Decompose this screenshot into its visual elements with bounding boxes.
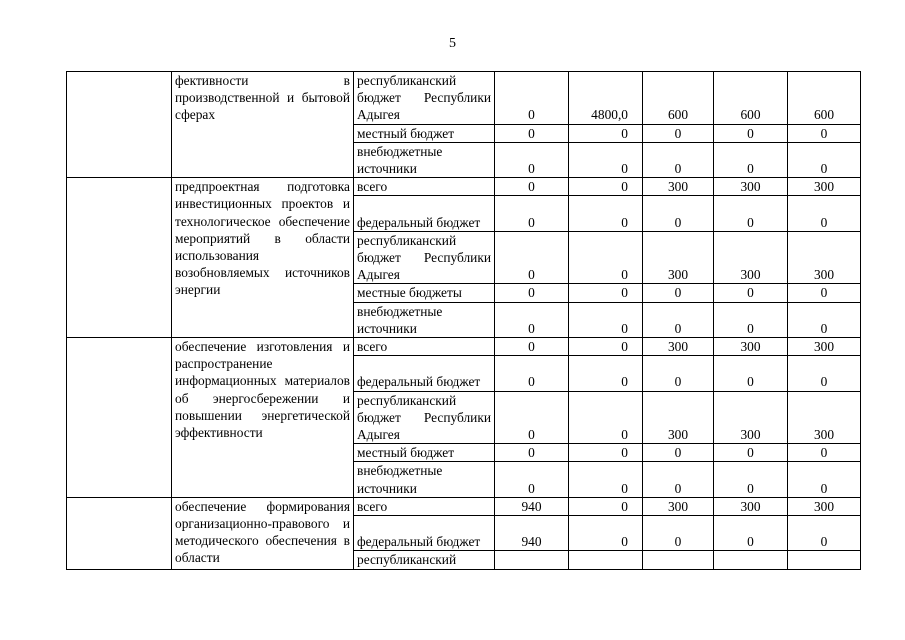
activity-description: обеспечение изготовления и распространение информационных материалов об энергосбережении и повышении энергетической эффективности: [172, 338, 354, 498]
amount-cell: 0: [788, 124, 861, 142]
amount-cell: [569, 551, 643, 569]
amount-cell: 0: [643, 142, 714, 177]
funding-source: всего: [354, 497, 495, 515]
amount-cell: 0: [714, 462, 788, 497]
amount-cell: 0: [788, 302, 861, 337]
amount-cell: 0: [714, 356, 788, 391]
amount-cell: 300: [788, 497, 861, 515]
activity-description: предпроектная подготовка инвестиционных проектов и технологическое обеспечение мероприятий в области использования возобновляемых источников энергии: [172, 178, 354, 338]
row-number-cell: [67, 72, 172, 178]
amount-cell: 0: [788, 142, 861, 177]
amount-cell: 0: [569, 142, 643, 177]
amount-cell: 0: [495, 284, 569, 302]
amount-cell: 300: [714, 338, 788, 356]
funding-source: местный бюджет: [354, 444, 495, 462]
amount-cell: 300: [643, 338, 714, 356]
funding-source: республиканский бюджет Республики Адыгея: [354, 72, 495, 125]
amount-cell: 0: [569, 178, 643, 196]
amount-cell: 0: [495, 462, 569, 497]
table-row: [67, 178, 861, 196]
amount-cell: 0: [643, 124, 714, 142]
amount-cell: 0: [569, 356, 643, 391]
amount-cell: 0: [569, 444, 643, 462]
amount-cell: 0: [569, 391, 643, 444]
amount-cell: 0: [714, 302, 788, 337]
amount-cell: [495, 551, 569, 569]
amount-cell: 0: [788, 516, 861, 551]
amount-cell: 0: [643, 462, 714, 497]
activity-description: фективности в производственной и бытовой сферах: [172, 72, 354, 178]
amount-cell: 0: [569, 462, 643, 497]
amount-cell: [643, 551, 714, 569]
amount-cell: 600: [643, 72, 714, 125]
amount-cell: 0: [714, 284, 788, 302]
amount-cell: 300: [714, 178, 788, 196]
amount-cell: 300: [788, 338, 861, 356]
amount-cell: 0: [495, 391, 569, 444]
amount-cell: 0: [788, 462, 861, 497]
amount-cell: 300: [714, 497, 788, 515]
amount-cell: 300: [643, 178, 714, 196]
amount-cell: 0: [643, 516, 714, 551]
amount-cell: 0: [495, 72, 569, 125]
amount-cell: 0: [569, 516, 643, 551]
funding-source: внебюджетные источники: [354, 462, 495, 497]
funding-source: внебюджетные источники: [354, 142, 495, 177]
amount-cell: 4800,0: [569, 72, 643, 125]
amount-cell: 0: [569, 338, 643, 356]
amount-cell: [714, 551, 788, 569]
funding-source: республиканский: [354, 551, 495, 569]
funding-source: всего: [354, 178, 495, 196]
amount-cell: 300: [714, 231, 788, 284]
amount-cell: 0: [788, 356, 861, 391]
funding-source: местный бюджет: [354, 124, 495, 142]
budget-table: [66, 71, 861, 570]
row-number-cell: [67, 178, 172, 338]
amount-cell: 0: [495, 338, 569, 356]
amount-cell: 300: [643, 231, 714, 284]
amount-cell: 0: [788, 284, 861, 302]
amount-cell: [788, 551, 861, 569]
amount-cell: 0: [643, 302, 714, 337]
funding-source: всего: [354, 338, 495, 356]
amount-cell: 0: [643, 444, 714, 462]
row-number-cell: [67, 497, 172, 569]
funding-source: республиканский бюджет Республики Адыгея: [354, 231, 495, 284]
amount-cell: 0: [569, 124, 643, 142]
amount-cell: 0: [714, 196, 788, 231]
funding-source: местные бюджеты: [354, 284, 495, 302]
amount-cell: 0: [569, 196, 643, 231]
amount-cell: 0: [788, 196, 861, 231]
amount-cell: 300: [643, 497, 714, 515]
amount-cell: 0: [714, 124, 788, 142]
amount-cell: 300: [643, 391, 714, 444]
amount-cell: 0: [495, 178, 569, 196]
table-row: [67, 497, 861, 515]
amount-cell: 0: [569, 284, 643, 302]
amount-cell: 0: [495, 231, 569, 284]
funding-source: федеральный бюджет: [354, 196, 495, 231]
table-row: [67, 338, 861, 356]
funding-source: федеральный бюджет: [354, 516, 495, 551]
amount-cell: 300: [788, 391, 861, 444]
amount-cell: 940: [495, 497, 569, 515]
funding-source: республиканский бюджет Республики Адыгея: [354, 391, 495, 444]
amount-cell: 300: [788, 178, 861, 196]
amount-cell: 0: [714, 516, 788, 551]
amount-cell: 0: [643, 356, 714, 391]
amount-cell: 940: [495, 516, 569, 551]
amount-cell: 0: [714, 444, 788, 462]
funding-source: федеральный бюджет: [354, 356, 495, 391]
amount-cell: 600: [714, 72, 788, 125]
amount-cell: 0: [495, 356, 569, 391]
amount-cell: 0: [788, 444, 861, 462]
row-number-cell: [67, 338, 172, 498]
funding-source: внебюджетные источники: [354, 302, 495, 337]
amount-cell: 0: [569, 497, 643, 515]
amount-cell: 0: [569, 231, 643, 284]
table-row: [67, 72, 861, 125]
amount-cell: 0: [495, 444, 569, 462]
amount-cell: 0: [643, 284, 714, 302]
amount-cell: 0: [495, 124, 569, 142]
amount-cell: 0: [643, 196, 714, 231]
amount-cell: 600: [788, 72, 861, 125]
amount-cell: 0: [495, 302, 569, 337]
activity-description: обеспечение формирования организационно-правового и методического обеспечения в области: [172, 497, 354, 569]
page-number: 5: [449, 36, 456, 51]
amount-cell: 300: [788, 231, 861, 284]
amount-cell: 0: [569, 302, 643, 337]
amount-cell: 0: [714, 142, 788, 177]
amount-cell: 0: [495, 196, 569, 231]
amount-cell: 300: [714, 391, 788, 444]
amount-cell: 0: [495, 142, 569, 177]
